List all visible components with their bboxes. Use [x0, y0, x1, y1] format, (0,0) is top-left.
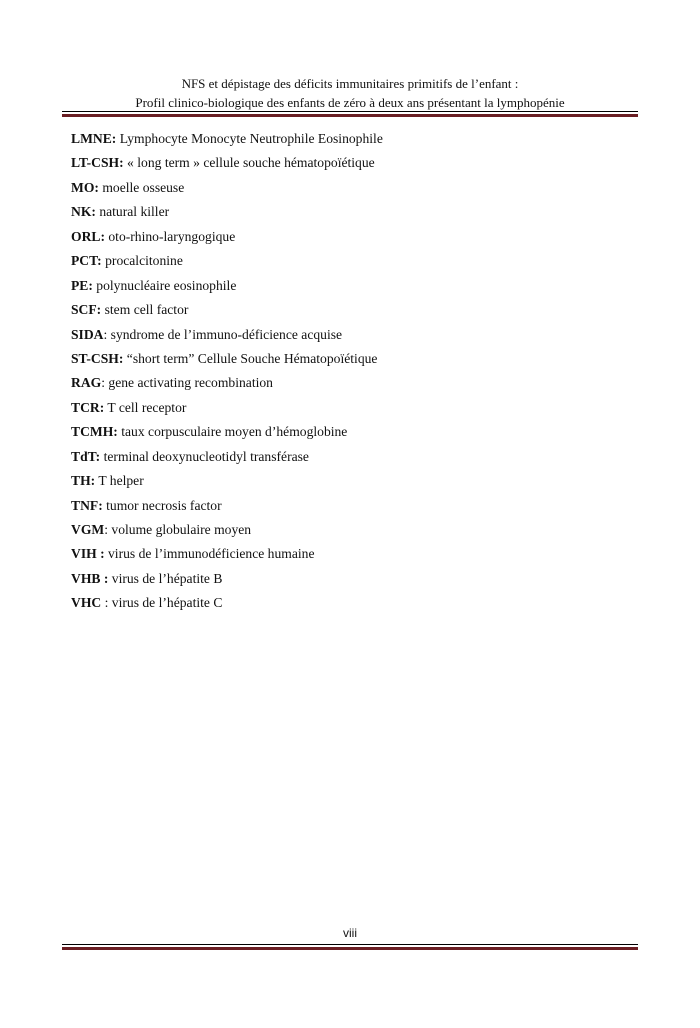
abbreviation-entry [71, 371, 631, 395]
abbreviation-term: RAG [71, 375, 102, 391]
abbreviation-entry [71, 494, 631, 518]
abbreviation-entry [71, 591, 631, 615]
abbreviation-term: LMNE: [71, 131, 117, 146]
abbreviation-definition: polynucléaire eosinophile [92, 277, 237, 293]
abbreviation-entry [71, 567, 631, 591]
abbreviation-definition: T cell receptor [104, 399, 187, 415]
abbreviation-definition: Lymphocyte Monocyte Neutrophile Eosinophile [116, 131, 383, 146]
abbreviation-term: ST-CSH: [71, 350, 124, 366]
abbreviation-term: PE: [71, 277, 93, 293]
abbreviation-definition: natural killer [95, 204, 170, 220]
abbreviation-entry [71, 151, 631, 175]
header-title-line-1: NFS et dépistage des déficits immunitaires primitifs de l’enfant : [181, 76, 519, 91]
abbreviation-definition: moelle osseuse [98, 179, 185, 195]
abbreviation-entry [71, 176, 631, 200]
abbreviation-definition: “short term” Cellule Souche Hématopoïétique [123, 350, 378, 366]
abbreviation-term: SCF: [71, 302, 102, 318]
footer-rule-thin [62, 944, 638, 945]
abbreviation-entry [71, 127, 631, 151]
abbreviation-definition: tumor necrosis factor [102, 497, 222, 513]
abbreviation-entry [71, 542, 631, 566]
abbreviation-term: PCT: [71, 253, 102, 269]
abbreviation-entry [71, 200, 631, 224]
abbreviation-entry [71, 298, 631, 322]
abbreviation-term: NK: [71, 204, 96, 220]
abbreviation-entry [71, 396, 631, 420]
abbreviation-definition: oto-rhino-laryngogique [104, 228, 236, 244]
abbreviation-definition: : volume globulaire moyen [104, 522, 252, 537]
abbreviation-definition: procalcitonine [101, 253, 183, 269]
abbreviation-term: TdT: [71, 448, 101, 464]
abbreviation-entry [71, 274, 631, 298]
abbreviation-definition: « long term » cellule souche hématopoïétique [123, 155, 375, 171]
abbreviation-term: ORL: [71, 228, 105, 244]
abbreviation-term: VGM [71, 522, 105, 537]
abbreviation-term: TNF: [71, 497, 103, 513]
abbreviation-definition: : syndrome de l’immuno-déficience acquise [103, 326, 343, 342]
abbreviation-term: MO: [71, 179, 99, 195]
header-rule-thick [62, 114, 638, 117]
abbreviation-definition: virus de l’immunodéficience humaine [104, 546, 315, 562]
abbreviation-entry [71, 518, 631, 542]
header-rule-thin [62, 111, 638, 112]
footer-rule-thick [62, 947, 638, 950]
header-title-line-2: Profil clinico-biologique des enfants de zéro à deux ans présentant la lymphopénie [135, 95, 565, 110]
abbreviation-definition: virus de l’hépatite B [108, 570, 223, 586]
abbreviation-definition: T helper [95, 473, 144, 489]
abbreviation-term: TCMH: [71, 424, 118, 440]
abbreviation-entry [71, 249, 631, 273]
abbreviation-entry [71, 445, 631, 469]
abbreviation-term: VIH : [71, 546, 105, 562]
abbreviation-term: TCR: [71, 399, 105, 415]
abbreviation-term: VHB : [71, 570, 109, 586]
abbreviation-entry [71, 469, 631, 493]
abbreviation-term: VHC [71, 595, 102, 611]
abbreviation-entry [71, 323, 631, 347]
abbreviation-definition: : gene activating recombination [101, 375, 273, 391]
abbreviation-entry [71, 347, 631, 371]
abbreviation-definition: : virus de l’hépatite C [101, 595, 223, 611]
abbreviation-term: TH: [71, 473, 96, 489]
abbreviation-definition: stem cell factor [101, 302, 189, 318]
abbreviation-definition: taux corpusculaire moyen d’hémoglobine [117, 424, 348, 440]
abbreviation-list [71, 127, 631, 616]
page-number: viii [343, 926, 357, 940]
running-header [62, 74, 638, 112]
abbreviation-definition: terminal deoxynucleotidyl transférase [100, 448, 309, 464]
abbreviation-entry [71, 420, 631, 444]
abbreviation-entry [71, 225, 631, 249]
abbreviation-term: LT-CSH: [71, 155, 124, 171]
abbreviation-term: SIDA [71, 326, 104, 342]
